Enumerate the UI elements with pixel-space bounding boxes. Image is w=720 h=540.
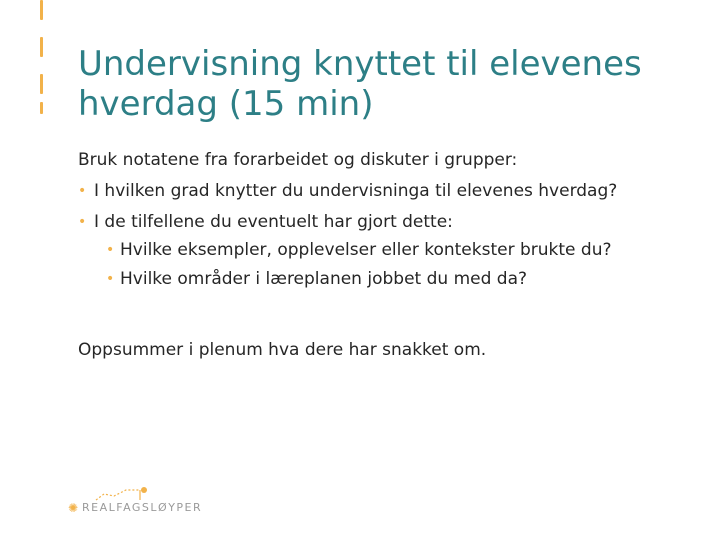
slide-title-line-2: hverdag (15 min) (78, 84, 374, 124)
bullet-item (78, 177, 698, 205)
sub-bullet-text: Hvilke områder i læreplanen jobbet du med da? (120, 269, 528, 289)
sub-bullet-list (78, 236, 698, 294)
bullet-dot-icon: • (106, 242, 115, 258)
accent-dash-4 (40, 102, 43, 114)
slide-title-line-1: Undervisning knyttet til elevenes (78, 44, 642, 84)
gear-icon: ✺ (68, 501, 79, 515)
bullet-dot-icon: • (78, 214, 87, 230)
slide-body (78, 146, 698, 360)
logo-text: REALFAGSLØYPER (82, 501, 203, 514)
path-marker-icon (92, 486, 152, 502)
sub-bullet-item (106, 236, 698, 265)
bullet-text: I de tilfellene du eventuelt har gjort dette: (94, 212, 453, 232)
sub-bullet-item (106, 265, 698, 294)
bullet-dot-icon: • (106, 271, 115, 287)
summary-text: Oppsummer i plenum hva dere har snakket om. (78, 340, 487, 360)
sub-bullet-text: Hvilke eksempler, opplevelser eller kontekster brukte du? (120, 240, 612, 260)
bullet-text: I hvilken grad knytter du undervisninga til elevenes hverdag? (94, 181, 618, 201)
bullet-list (78, 177, 698, 236)
bullet-dot-icon: • (78, 183, 87, 199)
accent-dash-2 (40, 37, 43, 57)
logo (68, 486, 203, 520)
slide-title (78, 44, 678, 124)
accent-dash-1 (40, 0, 43, 20)
intro-text: Bruk notatene fra forarbeidet og diskuter i grupper: (78, 150, 518, 170)
bullet-item (78, 208, 698, 236)
accent-dash-3 (40, 74, 43, 94)
